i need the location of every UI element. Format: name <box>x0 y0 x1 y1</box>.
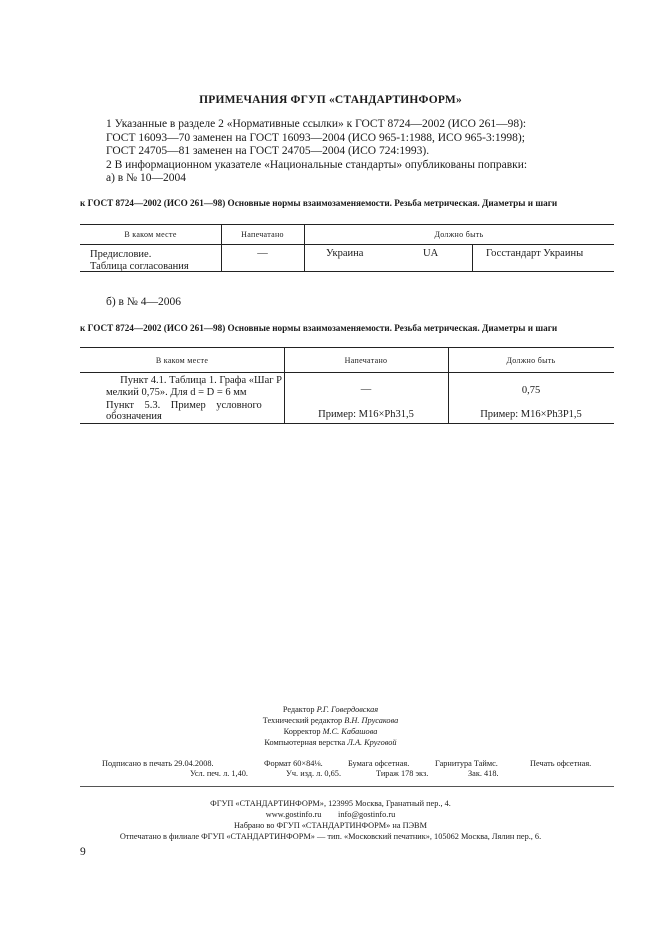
column-divider <box>472 244 473 271</box>
publisher-printed: Отпечатано в филиале ФГУП «СТАНДАРТИНФОРМ» — тип. «Московский печатник», 105062 Москва, Лялин пер., 6. <box>119 832 542 841</box>
print-paper: Бумага офсетная. <box>348 759 410 768</box>
amendment-reference-a: к ГОСТ 8724—2002 (ИСО 261—98) Основные нормы взаимозаменяемости. Резьба метрическая. Диаметры и шаги <box>80 198 558 208</box>
print-sheets: Усл. печ. л. 1,40. <box>190 769 248 778</box>
note-line: 1 Указанные в разделе 2 «Нормативные ссылки» к ГОСТ 8724—2002 (ИСО 261—98): <box>106 118 527 130</box>
publisher-web <box>0 809 661 820</box>
publisher-block <box>0 798 661 842</box>
table-cell-printed: — <box>360 384 372 395</box>
table-cell-place: Пункт 4.1. Таблица 1. Графа «Шаг P <box>120 375 282 386</box>
column-header: В каком месте <box>124 230 177 239</box>
table-cell-place: Предисловие. Таблица согласования <box>90 249 189 272</box>
note-line: а) в № 10—2004 <box>106 172 186 185</box>
table-cell-should: Пример: M16×Ph3P1,5 <box>480 409 582 420</box>
publisher-typeset: Набрано во ФГУП «СТАНДАРТИНФОРМ» на ПЭВМ <box>234 821 427 830</box>
imprint-corrector: Корректор М.С. Кабашова <box>283 727 378 736</box>
column-header: Напечатано <box>241 230 284 239</box>
print-font: Гарнитура Таймс. <box>435 759 498 768</box>
note-line: 2 В информационном указателе «Национальные стандарты» опубликованы поправки: <box>106 158 528 171</box>
table-rule <box>80 224 614 225</box>
imprint-editor: Редактор Р.Г. Говердовская <box>282 705 379 714</box>
table-cell-printed: — <box>257 248 268 259</box>
imprint-layout: Компьютерная верстка Л.А. Круговой <box>264 738 397 747</box>
table-cell-should: Госстандарт Украины <box>486 248 584 259</box>
table-cell-place: мелкий 0,75». Для d = D = 6 мм <box>106 387 247 398</box>
table-cell-place: Пункт 5.3. Пример условного <box>106 400 262 411</box>
table-rule <box>80 372 614 373</box>
column-header: Напечатано <box>344 356 388 365</box>
divider <box>80 786 614 787</box>
table-rule <box>80 423 614 424</box>
section-label-b: б) в № 4—2006 <box>106 296 181 308</box>
publisher-address: ФГУП «СТАНДАРТИНФОРМ», 123995 Москва, Гранатный пер., 4. <box>210 799 451 808</box>
table-cell-place: обозначения <box>106 411 162 422</box>
column-header: Должно быть <box>506 356 556 365</box>
notes-intro <box>106 118 626 186</box>
table-cell-printed: Пример: M16×Ph31,5 <box>318 409 414 420</box>
column-header: В каком месте <box>155 356 209 365</box>
table-cell-should: Украина <box>326 248 364 259</box>
amendment-reference-b: к ГОСТ 8724—2002 (ИСО 261—98) Основные нормы взаимозаменяемости. Резьба метрическая. Диаметры и шаги <box>80 323 558 333</box>
print-method: Печать офсетная. <box>530 759 592 768</box>
table-cell-should: UA <box>423 248 439 259</box>
print-run: Тираж 178 экз. <box>376 769 429 778</box>
table-cell-should: 0,75 <box>521 385 541 396</box>
note-line: ГОСТ 24705—81 заменен на ГОСТ 24705—2004 (ИСО 724:1993). <box>106 145 430 158</box>
print-format: Формат 60×84⅛. <box>264 759 323 768</box>
imprint-tech-editor: Технический редактор В.Н. Прусакова <box>262 716 399 725</box>
column-header: Должно быть <box>434 230 484 239</box>
website-link: www.gostinfo.ru <box>265 810 322 819</box>
note-line: ГОСТ 16093—70 заменен на ГОСТ 16093—2004 (ИСО 965-1:1988, ИСО 965-3:1998); <box>106 131 525 144</box>
email-link: info@gostinfo.ru <box>338 810 396 819</box>
print-edition-sheets: Уч. изд. л. 0,65. <box>286 769 342 778</box>
page-title: ПРИМЕЧАНИЯ ФГУП «СТАНДАРТИНФОРМ» <box>199 94 462 106</box>
print-signed: Подписано в печать 29.04.2008. <box>102 759 214 768</box>
table-rule <box>80 244 614 245</box>
page-number: 9 <box>80 846 86 858</box>
imprint-block <box>0 704 661 748</box>
print-order: Зак. 418. <box>468 769 499 778</box>
table-rule <box>80 347 614 348</box>
